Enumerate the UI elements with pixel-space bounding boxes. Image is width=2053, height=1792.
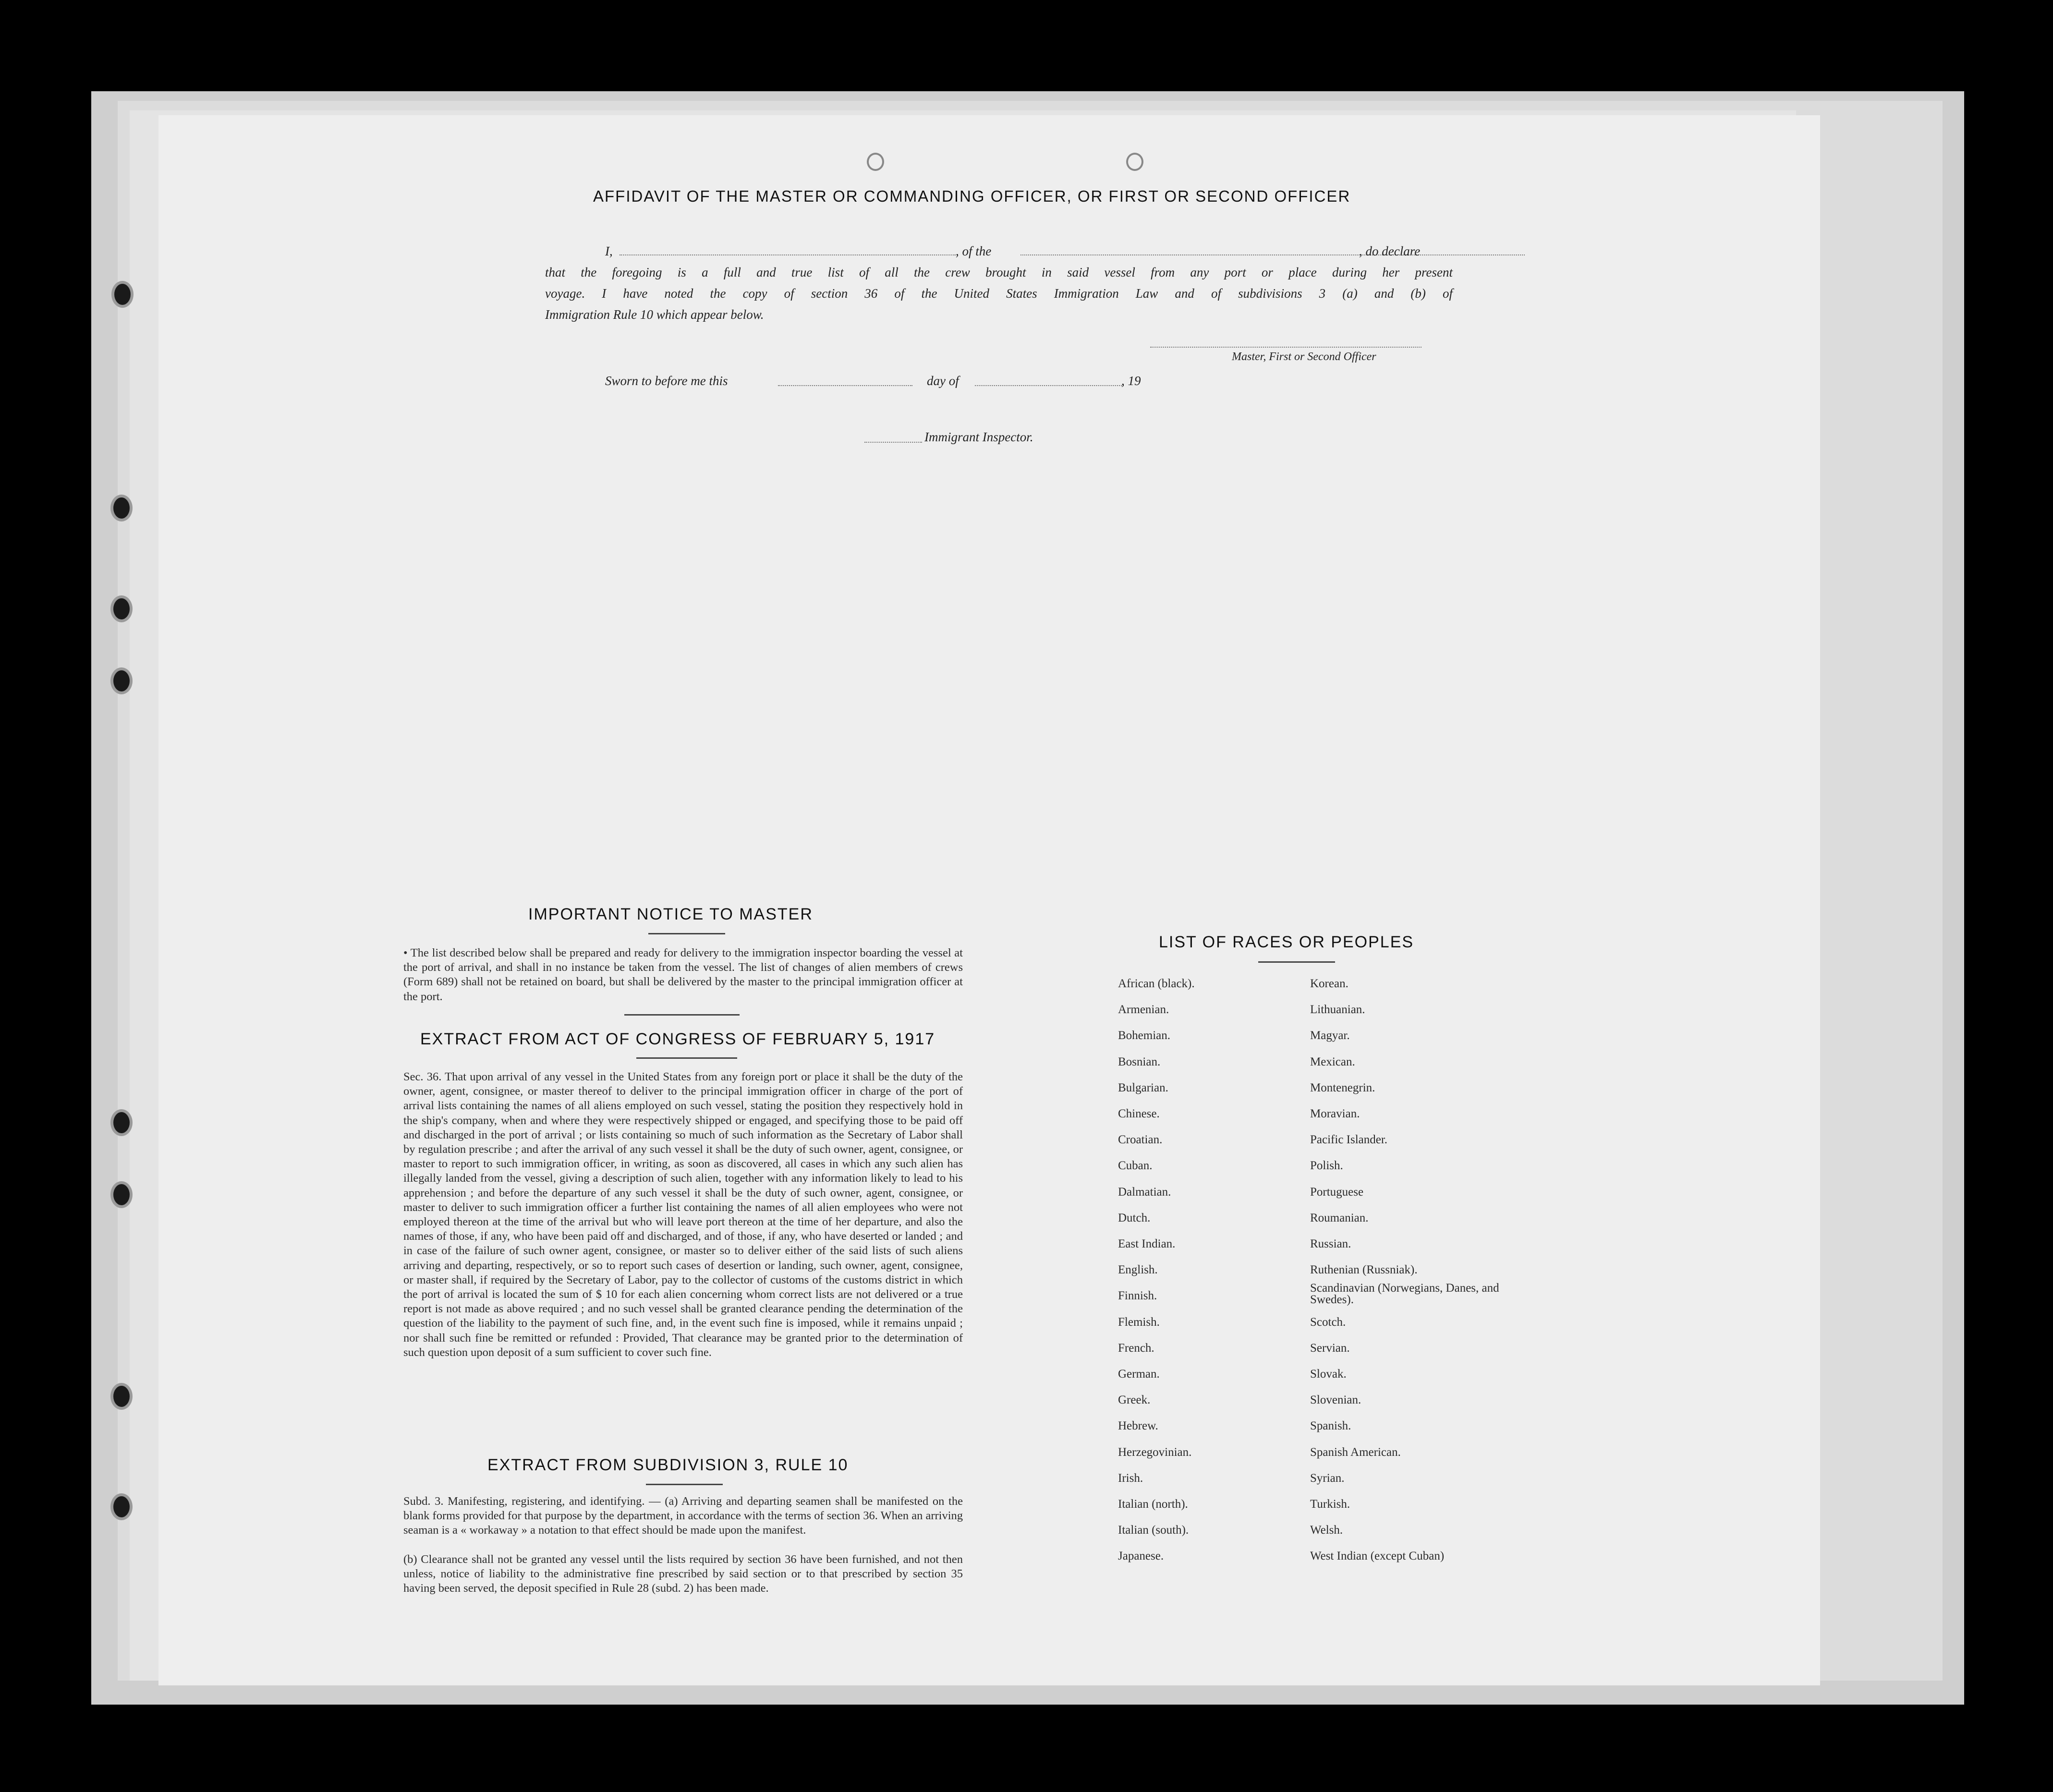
race-item: Russian. [1310,1237,1351,1250]
affidavit-line-4: Immigration Rule 10 which appear below. [545,307,764,322]
race-item: East Indian. [1118,1237,1176,1250]
race-item: West Indian (except Cuban) [1310,1550,1445,1563]
race-item: Lithuanian. [1310,1003,1365,1017]
notice-rule [648,933,725,934]
race-item: Scandinavian (Norwegians, Danes, and Swedes). [1310,1282,1499,1307]
race-item: Magyar. [1310,1029,1350,1042]
race-item: Ruthenian (Russniak). [1310,1263,1418,1277]
race-item: Herzegovinian. [1118,1445,1192,1459]
race-item: French. [1118,1341,1154,1355]
rule-extract-text-a: Subd. 3. Manifesting, registering, and identifying. — (a) Arriving and departing seamen shall be manifested on the blank forms provided for that purpose by the department, in accordance with the terms of section 36. When an arriving seaman is a « workaway » a notation to that effect should be made upon the manifest. [403,1495,963,1537]
day-of-label: day of [927,374,959,388]
rule-extract-title: EXTRACT FROM SUBDIVISION 3, RULE 10 [487,1456,849,1474]
binder-hole [110,595,133,622]
rule-extract-rule [646,1484,723,1485]
notice-text: • The list described below shall be prepared and ready for delivery to the immigration inspector boarding the vessel at the port of arrival, and shall in no instance be taken from the vessel. The list of changes of alien members of crews (Form 689) shall not be retained on board, but shall be delivered by the master to the principal immigration officer at the port. [403,946,963,1003]
race-item: Montenegrin. [1310,1081,1375,1094]
binder-hole [110,1181,133,1208]
race-item: Bohemian. [1118,1029,1171,1042]
notice-bottom-rule [624,1014,740,1016]
race-item: Dutch. [1118,1211,1151,1224]
races-title: LIST OF RACES OR PEOPLES [1159,933,1414,951]
race-item: Bosnian. [1118,1055,1161,1068]
race-item: Italian (south). [1118,1524,1189,1537]
vessel-blank[interactable] [1020,254,1525,255]
race-item: Portuguese [1310,1185,1364,1199]
races-rule [1258,961,1335,963]
rule-extract-text-b: (b) Clearance shall not be granted any vessel until the lists required by section 36 have been furnished, and not then unless, notice of liability to the administrative fine prescribed by said section or to that prescribed by section 35 having been served, the deposit specified in Rule 28 (subd. 2) has been made. [403,1553,963,1595]
affidavit-title: AFFIDAVIT OF THE MASTER OR COMMANDING OFFICER, OR FIRST OR SECOND OFFICER [593,187,1351,205]
inspector-label: Immigrant Inspector. [924,430,1033,444]
race-item: Korean. [1310,977,1348,990]
affidavit-of-the: , of the [956,244,992,258]
race-item: Spanish American. [1310,1445,1401,1459]
binder-hole [110,495,133,521]
race-item: Bulgarian. [1118,1081,1168,1094]
race-item: Japanese. [1118,1550,1164,1563]
race-item: Welsh. [1310,1524,1343,1537]
sworn-month-blank[interactable] [975,385,1124,386]
race-item: Armenian. [1118,1003,1169,1017]
race-item: Croatian. [1118,1133,1163,1147]
sworn-label: Sworn to before me this [605,374,728,388]
name-blank[interactable] [620,254,956,255]
race-item: Turkish. [1310,1498,1350,1511]
inspector-signature-line[interactable] [864,442,922,443]
punch-mark [1126,153,1143,171]
race-item: Pacific Islander. [1310,1133,1388,1147]
race-item: English. [1118,1263,1158,1277]
race-item: Flemish. [1118,1315,1160,1329]
affidavit-i: I, [605,244,613,258]
race-item: Slovenian. [1310,1393,1361,1407]
race-item: Greek. [1118,1393,1151,1407]
race-item: Dalmatian. [1118,1185,1171,1199]
race-item: Irish. [1118,1471,1143,1485]
race-item: Polish. [1310,1159,1343,1173]
master-signature-line[interactable] [1150,347,1421,348]
race-item: Italian (north). [1118,1498,1188,1511]
affidavit-line-2: that the foregoing is a full and true list of all the crew brought in said vessel from any port or place during her present [545,265,1453,279]
binder-hole [110,667,133,694]
affidavit-line-3: voyage. I have noted the copy of section 36 of the United States Immigration Law and of subdivisions 3 (a) and (b) of [545,286,1453,301]
race-item: Finnish. [1118,1289,1157,1303]
race-item: Syrian. [1310,1471,1345,1485]
race-item: Servian. [1310,1341,1350,1355]
sworn-day-blank[interactable] [778,385,912,386]
notice-title: IMPORTANT NOTICE TO MASTER [528,905,813,923]
binder-hole [110,1493,133,1520]
master-signature-label: Master, First or Second Officer [1232,351,1376,363]
race-item: Chinese. [1118,1107,1160,1120]
affidavit-do-declare: , do declare [1359,244,1421,258]
race-item: Hebrew. [1118,1419,1158,1433]
binder-hole [110,1109,133,1136]
act-extract-text: Sec. 36. That upon arrival of any vessel in the United States from any foreign port or place it shall be the duty of the owner, agent, consignee, or master thereof to deliver to the principal immigration officer in charge of the port of arrival lists containing the names of all aliens employed on such vessel, stating the position they respectively hold in the ship's company, when and where they were respectively shipped or engaged, and specifying those to be paid off and discharged in the port of arrival ; or lists containing so much of such information as the Secretary of Labor shall by regulation prescribe ; and after the arrival of any such vessel it shall be the duty of such owner, agent, consignee, or master to report to such immigration officer, in writing, as soon as discovered, all cases in which any such alien has illegally landed from the vessel, giving a description of such alien, together with any information likely to lead to his apprehension ; and before the departure of any such vessel it shall be the duty of such owner, agent, consignee, or master to deliver to such immigration officer a further list containing the names of all alien employees who were not employed thereon at the time of the arrival but who will leave port thereon at the time of her departure, and also the names of those, if any, who have been paid off and discharged, and of those, if any, who have deserted or landed ; and in case of the failure of such owner agent, consignee, or master so to deliver either of the said lists of such aliens arriving and departing, respectively, or so to report such cases of desertion or landing, such owner, agent, consignee, or master shall, if required by the Secretary of Labor, pay to the collector of customs of the customs district in which the port of arrival is located the sum of $ 10 for each alien concerning whom correct lists are not delivered or a true report is not made as above required ; and no such vessel shall be granted clearance pending the determination of the question of the liability to the payment of such fine, and, in the event such fine is imposed, while it remains unpaid ; nor shall such fine be remitted or refunded : Provided, That clearance may be granted prior to the determination of such question upon deposit of a sum sufficient to cover such fine. [403,1070,963,1359]
race-item: Spanish. [1310,1419,1351,1433]
race-item: Mexican. [1310,1055,1355,1068]
race-item: Roumanian. [1310,1211,1369,1224]
year-prefix: , 19 [1121,374,1141,388]
race-item: German. [1118,1368,1160,1380]
race-item: Slovak. [1310,1368,1347,1380]
form-page [158,115,1820,1685]
race-item: Moravian. [1310,1107,1360,1120]
binder-hole [110,1383,133,1410]
race-item: Scotch. [1310,1315,1346,1329]
act-extract-rule [636,1057,737,1059]
binder-hole [111,281,134,308]
race-item: African (black). [1118,977,1195,990]
act-extract-title: EXTRACT FROM ACT OF CONGRESS OF FEBRUARY 5, 1917 [420,1030,935,1048]
punch-mark [867,153,884,171]
race-item: Cuban. [1118,1159,1153,1173]
